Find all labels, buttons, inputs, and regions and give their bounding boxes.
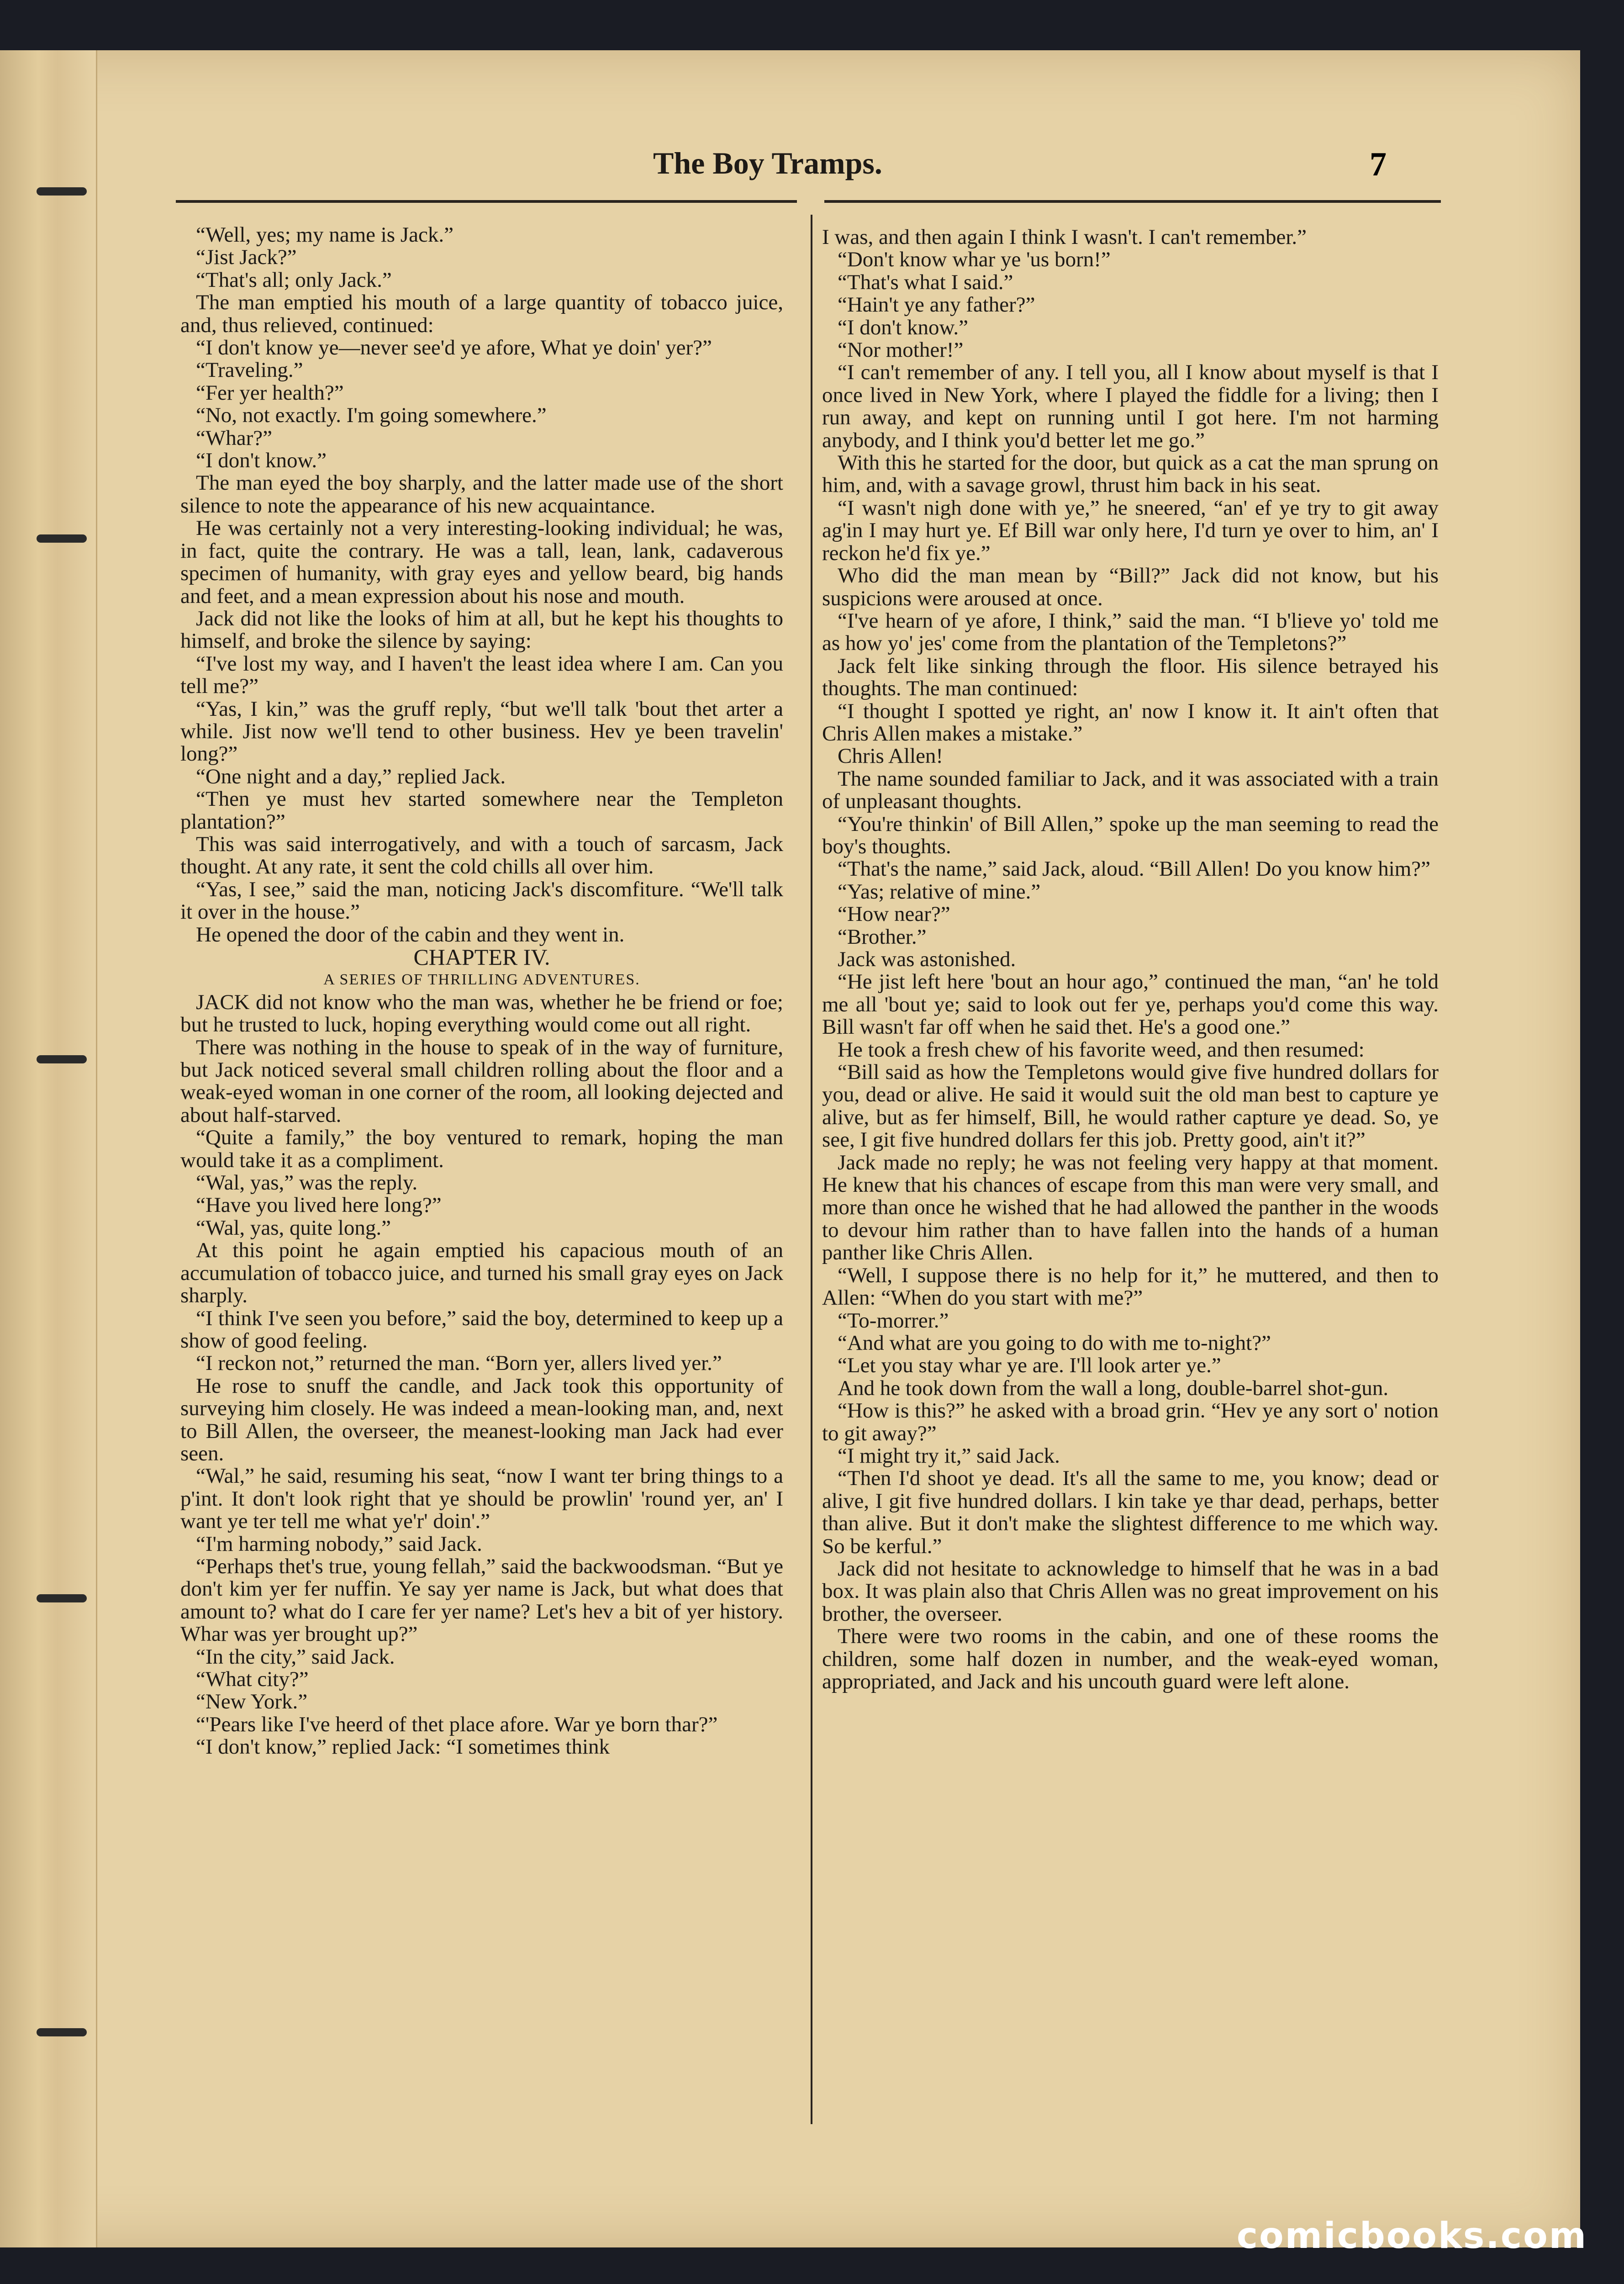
page-number: 7 — [1370, 146, 1387, 183]
binding-stitch — [37, 2028, 87, 2036]
binding-stitch — [37, 187, 87, 196]
paragraph: “Wal,” he said, resuming his seat, “now I want ter bring things to a p'int. It don't look right that ye should be prowlin' 'round yer, an' I want ye ter tell me what ye'r' doin'.” — [180, 1464, 783, 1533]
paragraph: He took a fresh chew of his favorite weed, and then resumed: — [838, 1037, 1365, 1062]
paragraph: “I reckon not,” returned the man. “Born yer, allers lived yer.” — [196, 1351, 722, 1375]
paragraph: “Don't know whar ye 'us born!” — [838, 248, 1111, 272]
paragraph: “Bill said as how the Templetons would give five hundred dollars for you, dead or alive. He said it would suit the old man best to capture ye alive, but as fer himself, Bill, he would rather capture ye dead. So, ye see, I git five hundred dollars fer this job. Pretty good, ain't it?” — [822, 1060, 1439, 1152]
paragraph: “Wal, yas, quite long.” — [196, 1216, 391, 1240]
site-watermark: comicbooks.com — [1236, 2215, 1587, 2257]
paragraph: “Yas, I see,” said the man, noticing Jack's discomfiture. “We'll talk it over in the house.” — [180, 877, 783, 924]
paragraph: There was nothing in the house to speak of in the way of furniture, but Jack noticed several small children rolling about the floor and a weak-eyed woman in one corner of the room, all looking dejected and about half-starved. — [180, 1035, 783, 1127]
paragraph: There were two rooms in the cabin, and one of these rooms the children, some half dozen in number, and the weak-eyed woman, appropriated, and Jack and his uncouth guard were left alone. — [822, 1624, 1439, 1693]
binding-stitch — [37, 534, 87, 543]
paragraph: Jack did not like the looks of him at all, but he kept his thoughts to himself, and broke the silence by saying: — [180, 606, 783, 653]
paragraph: The man emptied his mouth of a large quantity of tobacco juice, and, thus relieved, continued: — [180, 291, 783, 337]
paragraph: Chris Allen! — [838, 744, 944, 768]
paragraph: “Well, yes; my name is Jack.” — [196, 223, 453, 247]
paragraph: “Quite a family,” the boy ventured to remark, hoping the man would take it as a compliment. — [180, 1126, 783, 1172]
column-divider — [811, 215, 812, 2124]
paragraph: “Fer yer health?” — [196, 381, 344, 405]
left-column-text — [180, 224, 783, 946]
paragraph: “I can't remember of any. I tell you, all I know about myself is that I once lived in New York, where I played the fiddle for a living; then I run away, and kept on running until I got here. I'm not harming anybody, and I think you'd better let me go.” — [822, 360, 1439, 452]
paragraph: “What city?” — [196, 1667, 309, 1691]
paragraph: “He jist left here 'bout an hour ago,” continued the man, “an' he told me all 'bout ye; said to look out fer ye, perhaps you'd come this way. Bill wasn't far off when he said thet. He's a good one.” — [822, 970, 1439, 1039]
paragraph: “Let you stay whar ye are. I'll look arter ye.” — [838, 1353, 1221, 1378]
paragraph: He rose to snuff the candle, and Jack took this opportunity of surveying him closely. He was indeed a mean-looking man, and, next to Bill Allen, the overseer, the meanest-looking man Jack had ever seen. — [180, 1374, 783, 1465]
paragraph: He opened the door of the cabin and they went in. — [196, 922, 625, 946]
paragraph: Jack was astonished. — [838, 947, 1016, 971]
binding-stitch — [37, 1594, 87, 1602]
paragraph: “How is this?” he asked with a broad grin. “Hev ye any sort o' notion to git away?” — [822, 1399, 1439, 1445]
paragraph: He was certainly not a very interesting-looking individual; he was, in fact, quite the contrary. He was a tall, lean, lank, cadaverous specimen of humanity, with gray eyes and yellow beard, big hands and feet, and a mean expression about his nose and mouth. — [180, 516, 783, 608]
paragraph: I was, and then again I think I wasn't. I can't remember.” — [822, 225, 1307, 249]
paragraph: Jack did not hesitate to acknowledge to himself that he was in a bad box. It was plain also that Chris Allen was no great improvement on his brother, the overseer. — [822, 1556, 1439, 1626]
paragraph: “Then I'd shoot ye dead. It's all the same to me, you know; dead or alive, I git five hundred dollars. I kin take ye thar dead, perhaps, better than alive. But it don't make the slightest difference to me which way. So be kerful.” — [822, 1466, 1439, 1558]
paragraph: JACK did not know who the man was, whether he be friend or foe; but he trusted to luck, hoping everything would come out all right. — [180, 990, 783, 1037]
paragraph: “Yas, I kin,” was the gruff reply, “but we'll talk 'bout thet arter a while. Jist now we'll tend to other business. Hev ye been travelin' long?” — [180, 697, 783, 766]
paragraph: “Wal, yas,” was the reply. — [196, 1171, 418, 1195]
paragraph: “I wasn't nigh done with ye,” he sneered, “an' ef ye try to git away ag'in I may hurt ye. Ef Bill war only here, I'd turn ye over to him, an' I reckon he'd fix ye.” — [822, 496, 1439, 565]
paragraph: “Perhaps thet's true, young fellah,” said the backwoodsman. “But ye don't kim yer fer nuffin. Ye say yer name is Jack, but what does that amount to? what do I care fer yer name? Let's hev a bit of yer history. Whar was yer brought up?” — [180, 1554, 783, 1646]
paragraph: “And what are you going to do with me to-night?” — [838, 1331, 1271, 1355]
paragraph: “Traveling.” — [196, 358, 303, 382]
paragraph: The man eyed the boy sharply, and the latter made use of the short silence to note the appearance of his new acquaintance. — [180, 471, 783, 518]
right-column-text — [822, 226, 1439, 1693]
paragraph: “I thought I spotted ye right, an' now I know it. It ain't often that Chris Allen makes a mistake.” — [822, 699, 1439, 745]
chapter-title: CHAPTER IV. — [413, 944, 550, 970]
paragraph: And he took down from the wall a long, double-barrel shot-gun. — [838, 1376, 1389, 1400]
paragraph: “I've lost my way, and I haven't the least idea where I am. Can you tell me?” — [180, 651, 783, 698]
paragraph: Jack felt like sinking through the floor. His silence betrayed his thoughts. The man continued: — [822, 654, 1439, 701]
paragraph: “To-morrer.” — [838, 1308, 949, 1332]
paragraph: “I don't know ye—never see'd ye afore, What ye doin' yer?” — [196, 336, 712, 360]
paragraph: “Jist Jack?” — [196, 245, 297, 270]
paragraph: “You're thinkin' of Bill Allen,” spoke up the man seeming to read the boy's thoughts. — [822, 812, 1439, 858]
paragraph: “Have you lived here long?” — [196, 1193, 442, 1217]
binding-stitch — [37, 1055, 87, 1063]
chapter-subtitle: A SERIES OF THRILLING ADVENTURES. — [323, 971, 640, 989]
paragraph: At this point he again emptied his capacious mouth of an accumulation of tobacco juice, and turned his small gray eyes on Jack sharply. — [180, 1238, 783, 1308]
paragraph: “I don't know.” — [838, 315, 969, 339]
paragraph: “Hain't ye any father?” — [838, 293, 1035, 317]
paragraph: “One night and a day,” replied Jack. — [196, 764, 506, 788]
right-column — [822, 226, 1439, 1693]
paragraph: “How near?” — [838, 902, 950, 926]
header-rule-right — [824, 200, 1441, 203]
paragraph: “That's all; only Jack.” — [196, 268, 392, 292]
paragraph: This was said interrogatively, and with a touch of sarcasm, Jack thought. At any rate, it sent the cold chills all over him. — [180, 832, 783, 879]
paragraph: The name sounded familiar to Jack, and it was associated with a train of unpleasant thoughts. — [822, 767, 1439, 814]
page-binding — [0, 50, 97, 2247]
paragraph: Jack made no reply; he was not feeling very happy at that moment. He knew that his chances of escape from this man were very small, and more than once he wished that he had allowed the panther in the woods to devour him rather than to have fallen into the hands of a human panther like Chris Allen. — [822, 1150, 1439, 1265]
paragraph: “Nor mother!” — [838, 338, 964, 362]
paragraph: “I think I've seen you before,” said the boy, determined to keep up a show of good feeling. — [180, 1306, 783, 1353]
paragraph: “I don't know.” — [196, 449, 327, 473]
paragraph: “Whar?” — [196, 426, 272, 450]
paragraph: “'Pears like I've heerd of thet place afore. War ye born thar?” — [196, 1712, 718, 1736]
left-column — [180, 224, 783, 1759]
paragraph: “In the city,” said Jack. — [196, 1644, 395, 1669]
header-rule-left — [176, 200, 797, 203]
paragraph: “That's the name,” said Jack, aloud. “Bill Allen! Do you know him?” — [838, 857, 1431, 881]
running-title: The Boy Tramps. — [653, 146, 882, 180]
paragraph: “I've hearn of ye afore, I think,” said the man. “I b'lieve yo' told me as how yo' jes' come from the plantation of the Templetons?” — [822, 608, 1439, 656]
paragraph: With this he started for the door, but quick as a cat the man sprung on him, and, with a savage growl, thrust him back in his seat. — [822, 451, 1439, 497]
paragraph: “Brother.” — [838, 925, 927, 949]
left-column-text-2 — [180, 991, 783, 1759]
paragraph: “I don't know,” replied Jack: “I sometimes think — [196, 1735, 610, 1759]
paragraph: “No, not exactly. I'm going somewhere.” — [196, 403, 547, 428]
paragraph: “Then ye must hev started somewhere near the Templeton plantation?” — [180, 787, 783, 834]
paragraph: “Yas; relative of mine.” — [838, 879, 1041, 904]
paragraph: Who did the man mean by “Bill?” Jack did not know, but his suspicions were aroused at once. — [822, 564, 1439, 610]
paragraph: “New York.” — [196, 1690, 308, 1714]
paragraph: “Well, I suppose there is no help for it,” he muttered, and then to Allen: “When do you start with me?” — [822, 1263, 1439, 1310]
paragraph: “That's what I said.” — [838, 270, 1013, 294]
paragraph: “I'm harming nobody,” said Jack. — [196, 1532, 482, 1556]
paragraph: “I might try it,” said Jack. — [838, 1443, 1060, 1468]
